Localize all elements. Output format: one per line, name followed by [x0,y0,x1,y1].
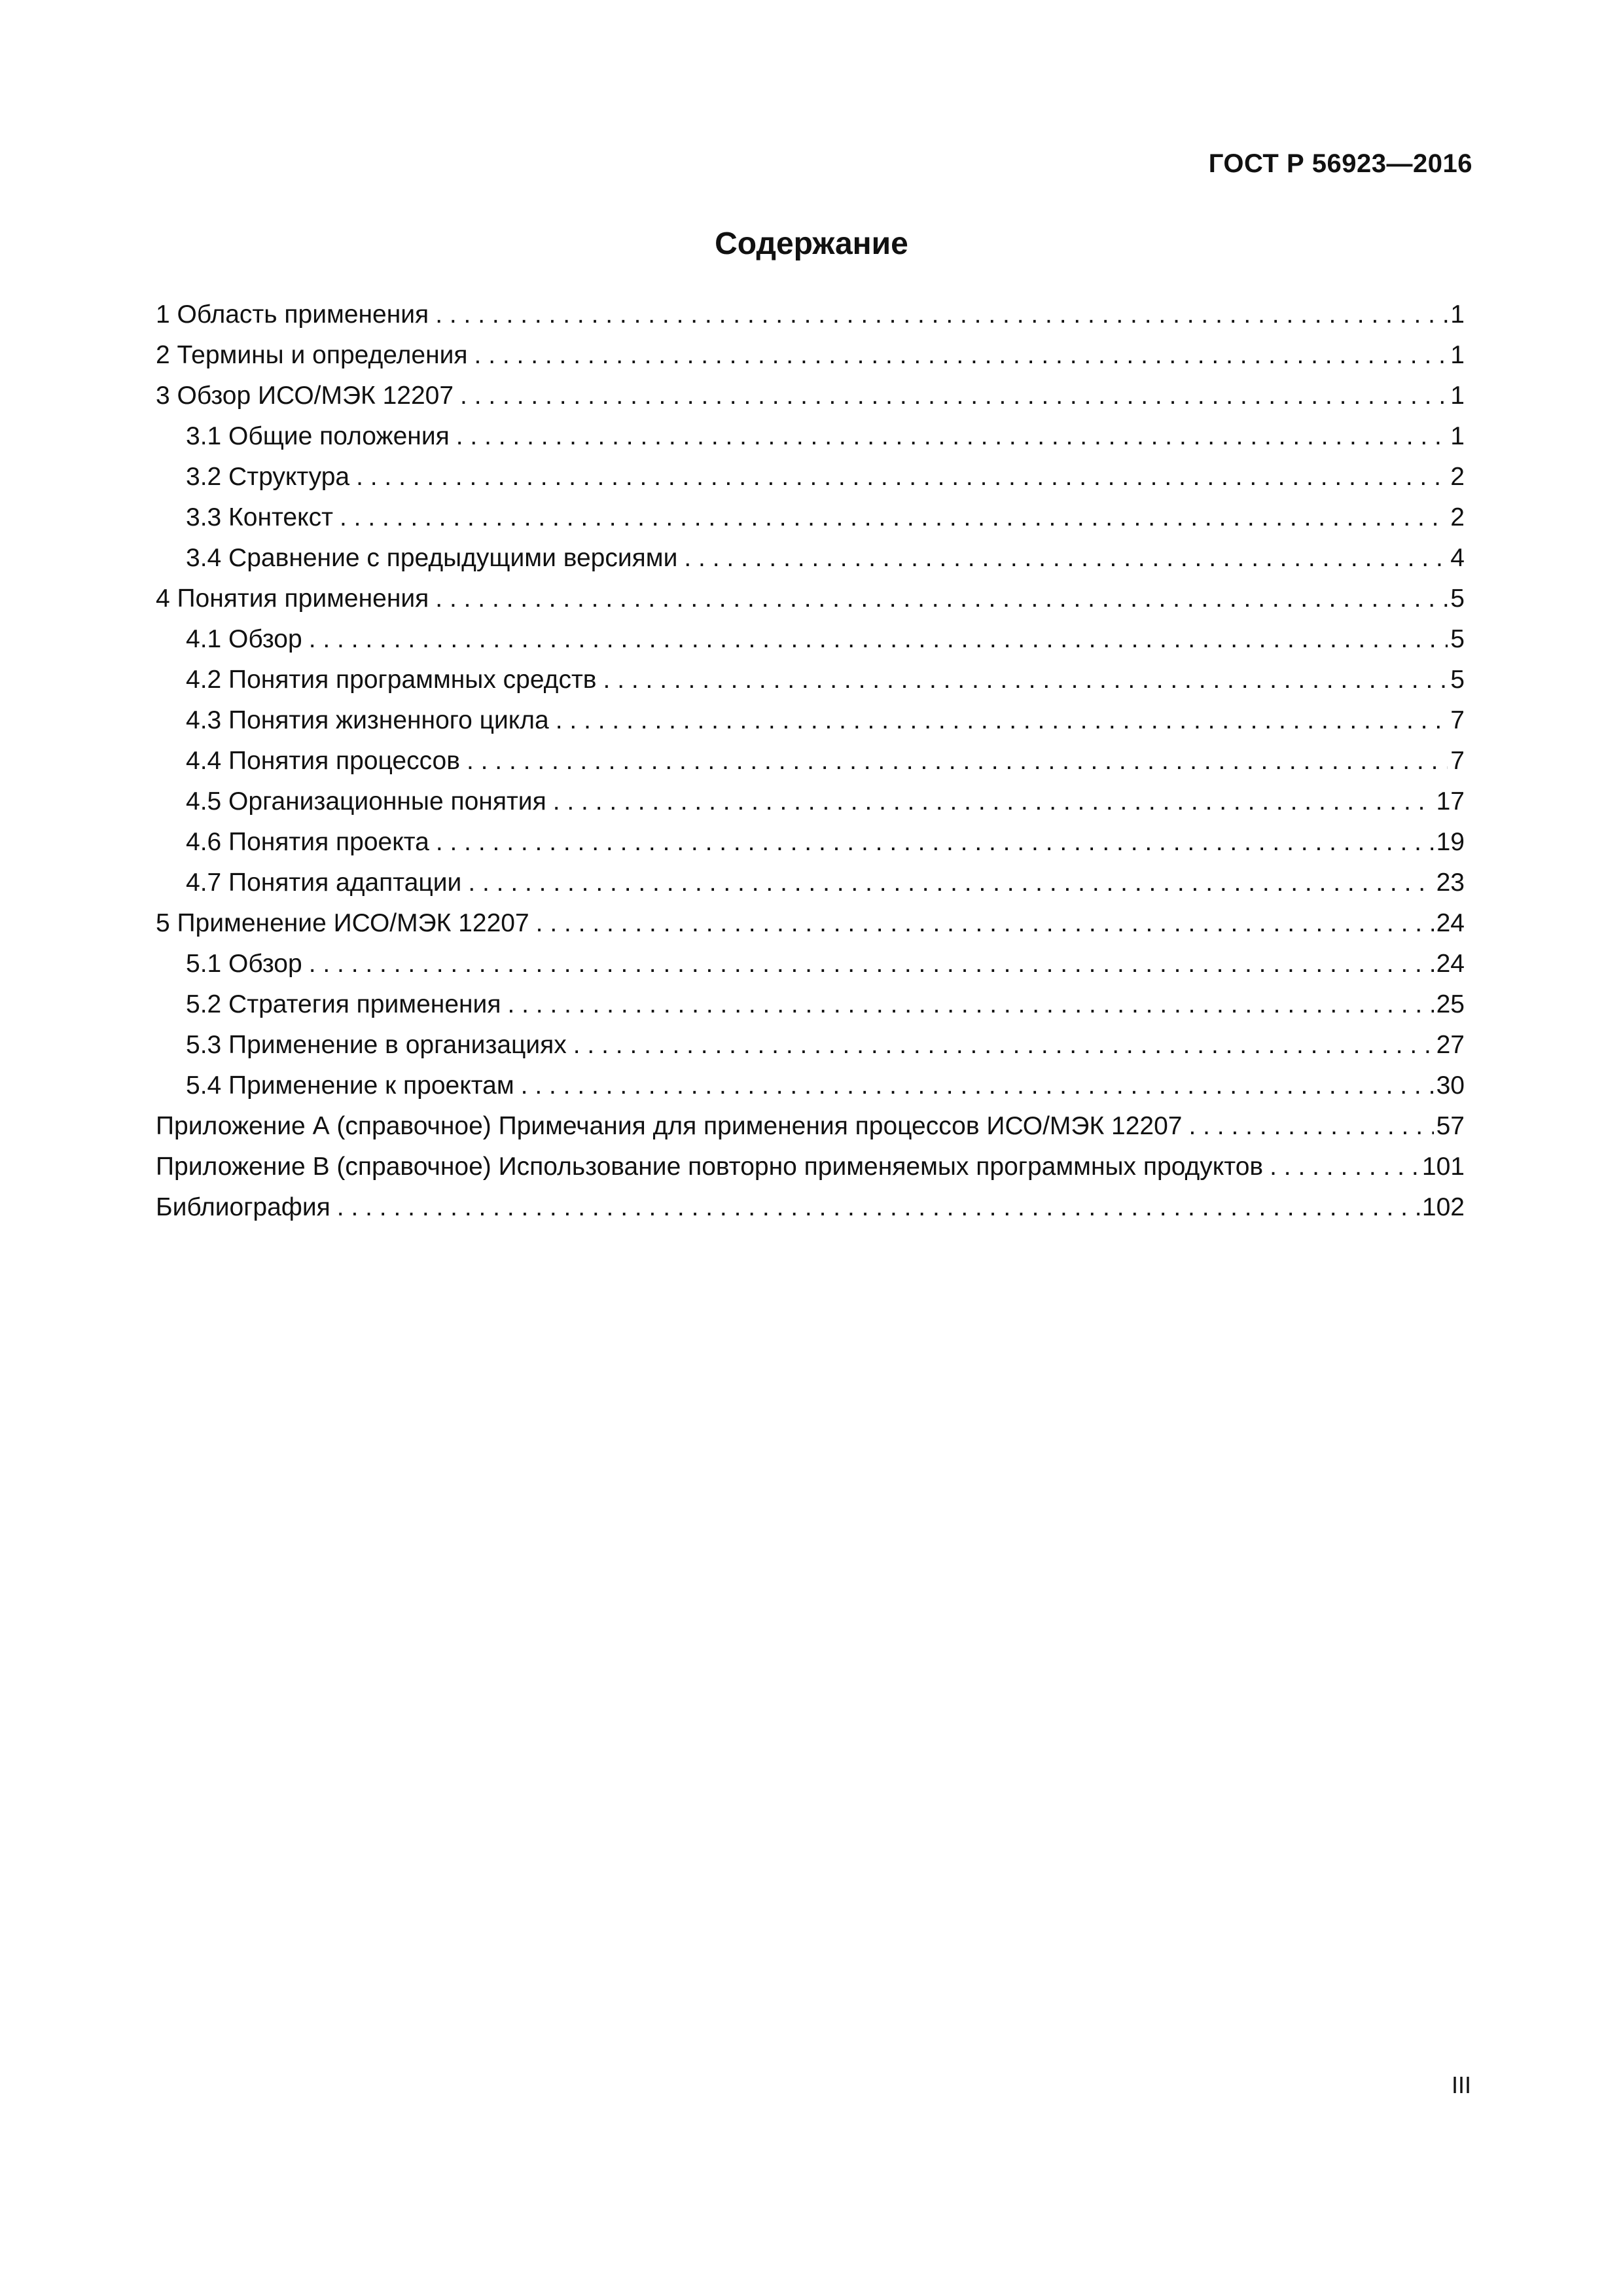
toc-dot-leader [460,376,1448,416]
toc-entry-page: 7 [1450,706,1465,734]
toc-entry-label: 3 Обзор ИСО/МЭК 12207 [156,382,454,410]
toc-entry-page: 23 [1436,869,1465,897]
toc-entry-page: 7 [1450,747,1465,775]
toc-dot-leader [309,619,1448,660]
toc-entry[interactable] [156,944,1465,984]
toc-entry[interactable] [156,335,1465,376]
toc-entry[interactable] [156,984,1465,1025]
toc-entry-page: 19 [1436,828,1465,856]
toc-entry[interactable] [156,1025,1465,1066]
toc-entry[interactable] [156,579,1465,619]
toc-entry-page: 57 [1436,1112,1465,1140]
toc-entry-page: 17 [1436,787,1465,816]
toc-entry-page: 5 [1450,666,1465,694]
toc-dot-leader [556,700,1448,741]
toc-entry-page: 102 [1421,1193,1465,1221]
toc-entry-label: 5.3 Применение в организациях [186,1031,567,1059]
toc-dot-leader [456,416,1448,457]
toc-entry-label: 4 Понятия применения [156,584,429,613]
toc-entry[interactable] [156,295,1465,335]
toc-entry-page: 24 [1436,909,1465,937]
toc-dot-leader [436,822,1434,863]
toc-entry[interactable] [156,1147,1465,1187]
toc-entry[interactable] [156,416,1465,457]
toc-title: Содержание [715,226,908,261]
toc-entry-label: 1 Область применения [156,300,429,329]
toc-entry[interactable] [156,457,1465,497]
toc-entry-page: 25 [1436,990,1465,1018]
toc-entry[interactable] [156,781,1465,822]
toc-entry[interactable] [156,1066,1465,1106]
toc-entry[interactable] [156,538,1465,579]
toc-entry-label: Приложение А (справочное) Примечания для применения процессов ИСО/МЭК 12207 [156,1112,1183,1140]
toc-dot-leader [337,1187,1419,1228]
toc-dot-leader [521,1066,1434,1106]
toc-dot-leader [435,579,1448,619]
toc-dot-leader [468,863,1433,903]
toc-dot-leader [435,295,1448,335]
toc-entry[interactable] [156,700,1465,741]
toc-dot-leader [573,1025,1434,1066]
toc-entry[interactable] [156,497,1465,538]
toc-entry-label: 5.1 Обзор [186,950,302,978]
toc-dot-leader [603,660,1448,700]
page-number: III [1451,2072,1471,2098]
toc-entry[interactable] [156,1106,1465,1147]
toc-entry-label: 2 Термины и определения [156,341,468,369]
document-code: ГОСТ Р 56923—2016 [1208,149,1472,178]
toc-dot-leader [684,538,1448,579]
toc-entry[interactable] [156,619,1465,660]
toc-entry-label: 5.4 Применение к проектам [186,1071,514,1100]
toc-entry-page: 1 [1450,382,1465,410]
toc-entry-label: 3.3 Контекст [186,503,333,531]
toc-dot-leader [474,335,1448,376]
toc-entry-page: 5 [1450,625,1465,653]
toc-entry[interactable] [156,903,1465,944]
toc-entry-label: 4.2 Понятия программных средств [186,666,597,694]
toc-entry[interactable] [156,863,1465,903]
toc-entry[interactable] [156,376,1465,416]
toc-entry-label: Библиография [156,1193,330,1221]
toc-entry-label: 3.1 Общие положения [186,422,450,450]
toc-entry-label: 4.1 Обзор [186,625,302,653]
toc-entry-page: 101 [1421,1153,1465,1181]
toc-entry-page: 24 [1436,950,1465,978]
toc-entry-label: 4.6 Понятия проекта [186,828,429,856]
toc-entry-page: 1 [1450,341,1465,369]
toc-dot-leader [536,903,1434,944]
toc-entry-page: 4 [1450,544,1465,572]
toc-entry-label: Приложение В (справочное) Использование повторно применяемых программных продуктов [156,1153,1264,1181]
toc-entry[interactable] [156,660,1465,700]
toc-entry-page: 1 [1450,300,1465,329]
toc-entry-label: 3.2 Структура [186,463,350,491]
toc-dot-leader [1188,1106,1433,1147]
toc-entry-page: 30 [1436,1071,1465,1100]
toc-entry-page: 2 [1450,503,1465,531]
toc-dot-leader [1270,1147,1419,1187]
toc-entry-label: 3.4 Сравнение с предыдущими версиями [186,544,678,572]
table-of-contents [156,295,1465,1228]
toc-entry[interactable] [156,1187,1465,1228]
toc-entry-page: 1 [1450,422,1465,450]
toc-entry-label: 4.3 Понятия жизненного цикла [186,706,549,734]
toc-dot-leader [507,984,1433,1025]
toc-dot-leader [553,781,1434,822]
toc-entry-label: 4.4 Понятия процессов [186,747,460,775]
toc-entry-label: 5.2 Стратегия применения [186,990,501,1018]
toc-entry-page: 27 [1436,1031,1465,1059]
toc-entry-label: 5 Применение ИСО/МЭК 12207 [156,909,529,937]
toc-dot-leader [467,741,1448,781]
toc-entry[interactable] [156,822,1465,863]
toc-entry-label: 4.7 Понятия адаптации [186,869,462,897]
toc-dot-leader [309,944,1434,984]
toc-dot-leader [356,457,1448,497]
toc-entry[interactable] [156,741,1465,781]
toc-entry-page: 2 [1450,463,1465,491]
toc-entry-label: 4.5 Организационные понятия [186,787,546,816]
toc-entry-page: 5 [1450,584,1465,613]
toc-dot-leader [340,497,1448,538]
